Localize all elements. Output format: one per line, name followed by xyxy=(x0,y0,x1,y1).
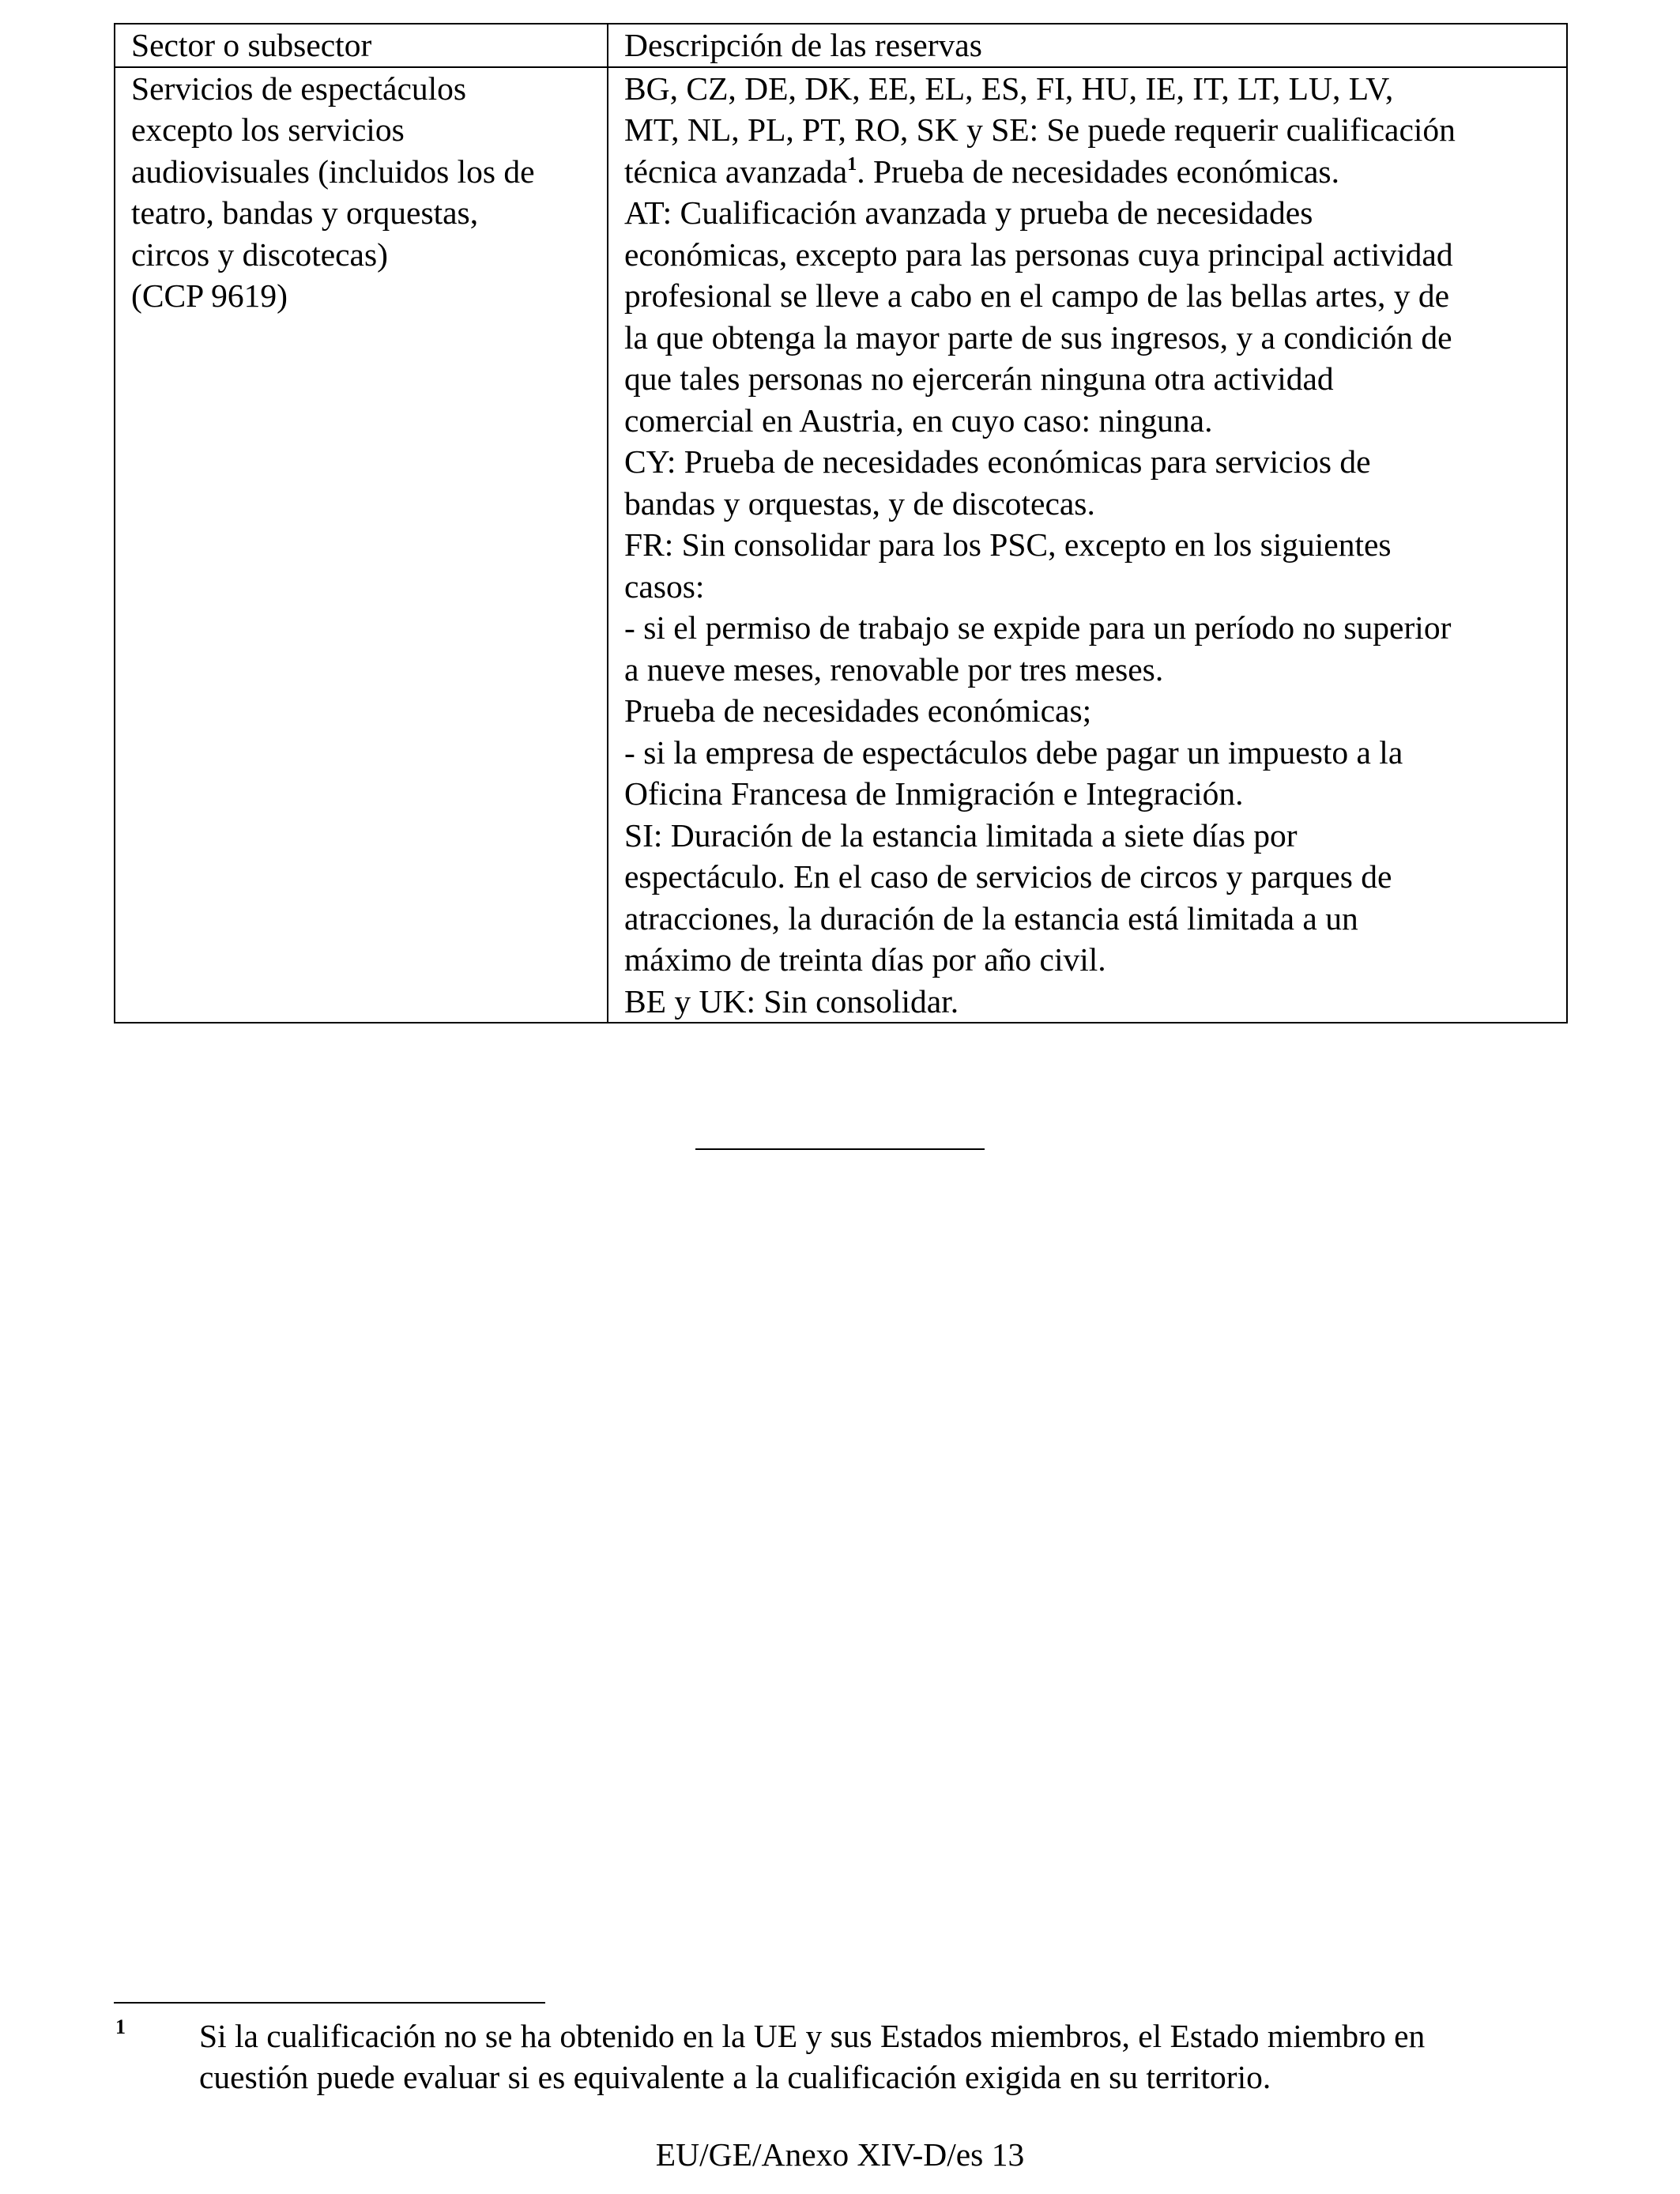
description-line: BE y UK: Sin consolidar. xyxy=(624,982,959,1020)
description-line: espectáculo. En el caso de servicios de circos y parques de xyxy=(624,858,1392,895)
sector-line: Servicios de espectáculos xyxy=(131,70,467,107)
description-text: técnica avanzada xyxy=(624,153,848,190)
sector-line: audiovisuales (incluidos los de xyxy=(131,153,535,190)
description-line: FR: Sin consolidar para los PSC, excepto en los siguientes xyxy=(624,526,1392,563)
description-line: a nueve meses, renovable por tres meses. xyxy=(624,650,1164,688)
description-line: - si la empresa de espectáculos debe pagar un impuesto a la xyxy=(624,733,1403,771)
sector-cell xyxy=(115,67,608,1023)
footnote-line: cuestión puede evaluar si es equivalente a la cualificación exigida en su territorio. xyxy=(199,2059,1271,2095)
footnote-reference[interactable]: 1 xyxy=(847,153,857,175)
header-sector: Sector o subsector xyxy=(115,24,608,67)
description-line: que tales personas no ejercerán ninguna otra actividad xyxy=(624,360,1334,397)
footnote-line: Si la cualificación no se ha obtenido en la UE y sus Estados miembros, el Estado miembro en xyxy=(199,2018,1426,2054)
description-line: comercial en Austria, en cuyo caso: ninguna. xyxy=(624,401,1213,439)
description-text: . Prueba de necesidades económicas. xyxy=(857,153,1339,190)
description-line: SI: Duración de la estancia limitada a siete días por xyxy=(624,816,1298,854)
page-footer: EU/GE/Anexo XIV-D/es 13 xyxy=(655,2136,1025,2173)
footnote-text xyxy=(199,2015,1425,2098)
sector-line: circos y discotecas) xyxy=(131,236,388,273)
description-line: casos: xyxy=(624,567,705,605)
sector-line: (CCP 9619) xyxy=(131,277,288,314)
description-line: AT: Cualificación avanzada y prueba de necesidades xyxy=(624,194,1313,231)
description-line: CY: Prueba de necesidades económicas para servicios de xyxy=(624,443,1371,480)
description-line: MT, NL, PL, PT, RO, SK y SE: Se puede requerir cualificación xyxy=(624,111,1456,148)
description-line: económicas, excepto para las personas cuya principal actividad xyxy=(624,236,1453,273)
description-line: Prueba de necesidades económicas; xyxy=(624,692,1092,729)
table-row xyxy=(115,67,1567,1023)
sector-line: teatro, bandas y orquestas, xyxy=(131,194,479,231)
description-line: bandas y orquestas, y de discotecas. xyxy=(624,484,1095,522)
description-cell xyxy=(608,67,1567,1023)
description-line: atracciones, la duración de la estancia está limitada a un xyxy=(624,899,1358,937)
description-line: BG, CZ, DE, DK, EE, EL, ES, FI, HU, IE, IT, LT, LU, LV, xyxy=(624,70,1394,107)
description-line-with-footnote xyxy=(624,151,1557,193)
description-line: profesional se lleve a cabo en el campo de las bellas artes, y de xyxy=(624,277,1449,314)
footnote-separator xyxy=(114,2002,545,2004)
reservations-table xyxy=(114,23,1568,1023)
footnote-number: 1 xyxy=(115,2015,126,2038)
description-line: máximo de treinta días por año civil. xyxy=(624,941,1106,978)
description-line: Oficina Francesa de Inmigración e Integración. xyxy=(624,775,1244,812)
table-header-row xyxy=(115,24,1567,67)
description-line: - si el permiso de trabajo se expide para un período no superior xyxy=(624,609,1452,646)
header-description: Descripción de las reservas xyxy=(608,24,1567,67)
description-line: la que obtenga la mayor parte de sus ingresos, y a condición de xyxy=(624,319,1452,356)
sector-line: excepto los servicios xyxy=(131,111,405,148)
section-divider xyxy=(695,1148,985,1150)
